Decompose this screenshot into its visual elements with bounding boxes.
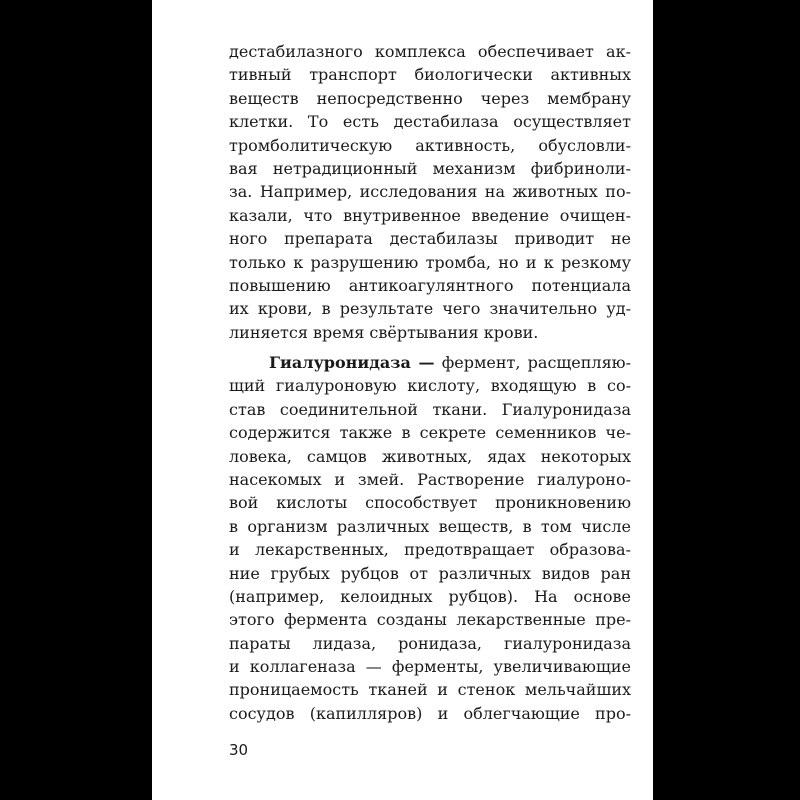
text-line: (например, келоидных рубцов). На основе [229, 586, 631, 606]
text-line: дестабилазного комплекса обеспечивает ак- [229, 42, 631, 61]
text-line: щий гиалуроновую кислоту, входящую в со- [229, 376, 631, 396]
text-line: сосудов (капилляров) и облегчающие про- [229, 703, 631, 723]
text-line: став соединительной ткани. Гиалуронидаза [229, 399, 631, 419]
text-line: ние грубых рубцов от различных видов ран [229, 563, 631, 583]
text-line: повышению антикоагулянтного потенциала [229, 275, 631, 295]
text-line: этого фермента созданы лекарственные пре- [229, 610, 631, 630]
text-line: в организм различных веществ, в том числе [229, 516, 631, 536]
text-line: ловека, самцов животных, ядах некоторых [229, 446, 631, 466]
text-line: за. Например, исследования на животных по- [229, 182, 631, 202]
text-line: насекомых и змей. Растворение гиалуроно- [229, 469, 631, 489]
paragraph-hyaluronidase [229, 351, 631, 725]
text-line-first [229, 351, 631, 374]
text-line: казали, что внутривенное введение очищен- [229, 205, 631, 225]
text-line: клетки. То есть дестабилаза осуществляет [229, 112, 631, 132]
scan-border-left [0, 0, 152, 800]
text-line: и коллагеназа — ферменты, увеличивающие [229, 657, 631, 677]
text-line: тромболитическую активность, обусловли- [229, 135, 631, 155]
text-line-rest: фермент, расщепляю- [434, 353, 632, 372]
text-line: проницаемость тканей и стенок мельчайших [229, 680, 631, 700]
text-line: ного препарата дестабилазы приводит не [229, 229, 631, 249]
term-hyaluronidase: Гиалуронидаза — [269, 353, 435, 372]
text-line: тивный транспорт биологически активных [229, 65, 631, 85]
page-number: 30 [229, 741, 249, 759]
text-line: и лекарственных, предотвращает образова- [229, 540, 631, 560]
text-line: вой кислоты способствует проникновению [229, 493, 631, 513]
text-line: их крови, в результате чего значительно уд- [229, 299, 631, 319]
scan-border-right [653, 0, 800, 800]
text-line: веществ непосредственно через мембрану [229, 88, 631, 108]
text-line: линяется время свёртывания крови. [229, 322, 539, 342]
text-line: параты лидаза, ронидаза, гиалуронидаза [229, 633, 631, 653]
text-line: только к разрушению тромба, но и к резкому [229, 252, 631, 272]
paragraph-destabilase [229, 40, 631, 344]
text-line: содержится также в секрете семенников че- [229, 423, 631, 443]
text-line: вая нетрадиционный механизм фибриноли- [229, 158, 631, 178]
